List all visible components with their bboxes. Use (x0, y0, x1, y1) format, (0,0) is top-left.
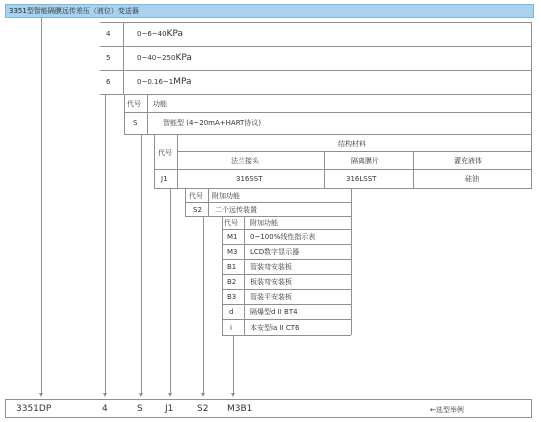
example-range: 4 (102, 404, 108, 414)
options-header: 附加功能 (250, 219, 278, 227)
range-top-border (100, 22, 532, 23)
arrow-down-icon (139, 393, 143, 397)
options-divider (222, 319, 351, 320)
structure-group-divider (177, 151, 532, 152)
option-code: B1 (227, 263, 237, 271)
options-divider (222, 304, 351, 305)
option-code: d (229, 308, 234, 316)
options-divider (222, 289, 351, 290)
option-desc: 管装平安装板 (250, 293, 292, 301)
function-header: 功能 (153, 100, 167, 108)
options-code-divider (244, 216, 245, 335)
range-right-border (531, 22, 532, 94)
example-options: M3B1 (227, 404, 253, 414)
addon-bottom-border (185, 216, 351, 217)
arrow-down-icon (231, 393, 235, 397)
structure-bottom-border (154, 188, 532, 189)
structure-code-divider (177, 134, 178, 188)
options-code-header: 代号 (224, 219, 238, 227)
options-divider (222, 274, 351, 275)
option-desc: 隔爆型d II BT4 (250, 308, 298, 316)
structure-header-divider (154, 169, 532, 170)
options-header-divider (222, 229, 351, 230)
option-desc: 0~100%线性指示表 (250, 233, 316, 241)
range-code: 4 (106, 30, 111, 38)
function-right-border (531, 94, 532, 134)
structure-flange-value: 316SST (236, 175, 263, 183)
option-code: B2 (227, 278, 237, 286)
addon-left-border (185, 188, 186, 216)
range-code-divider (123, 22, 124, 94)
structure-fill-value: 硅油 (465, 175, 479, 183)
structure-right-border (531, 134, 532, 188)
structure-code: J1 (161, 175, 168, 183)
range-value: 0~40~250KPa (137, 53, 192, 63)
structure-col-diaphragm: 隔离膜片 (351, 157, 379, 165)
option-code: M3 (227, 248, 238, 256)
structure-code-header: 代号 (158, 149, 172, 157)
range-value: 0~0.16~1MPa (137, 77, 192, 87)
options-divider (222, 244, 351, 245)
option-code: M1 (227, 233, 238, 241)
arrow-down-icon (201, 393, 205, 397)
arrow-down-icon (168, 393, 172, 397)
example-model: 3351DP (16, 404, 52, 414)
addon-code-header: 代号 (189, 192, 203, 200)
leader-line-addon (203, 216, 204, 395)
structure-group-header: 结构材料 (338, 140, 366, 148)
selection-example (5, 399, 532, 418)
product-title: 3351型智能隔膜远传差压（液位）变送器 (9, 7, 139, 15)
options-left-border (222, 216, 223, 335)
structure-left-border (154, 134, 155, 188)
example-function: S (137, 404, 143, 414)
options-bottom-border (222, 335, 351, 336)
leader-line-function (141, 134, 142, 395)
function-code-header: 代号 (127, 100, 141, 108)
option-code: B3 (227, 293, 237, 301)
structure-col-flange: 法兰接头 (231, 157, 259, 165)
leader-line-range (105, 94, 106, 395)
structure-col-divider-2 (413, 151, 414, 188)
function-left-border (124, 94, 125, 134)
arrow-down-icon (103, 393, 107, 397)
example-note: ←选型举例 (430, 406, 464, 414)
structure-diaphragm-value: 316LSST (346, 175, 377, 183)
addon-header: 附加功能 (212, 192, 240, 200)
range-value: 0~6~40KPa (137, 29, 183, 39)
option-desc: LCD数字显示器 (250, 248, 300, 256)
function-bottom-border (124, 134, 532, 135)
range-code: 5 (106, 54, 111, 62)
option-desc: 本安型ia II CT6 (250, 324, 300, 332)
leader-line-model (41, 17, 42, 395)
example-structure: J1 (165, 404, 174, 414)
addon-code: S2 (193, 206, 202, 214)
option-desc: 板装弯安装板 (250, 278, 292, 286)
arrow-down-icon (39, 393, 43, 397)
example-addon: S2 (197, 404, 209, 414)
structure-col-divider-1 (324, 151, 325, 188)
function-desc: 智能型 (4~20mA+HART协议) (163, 119, 262, 127)
leader-line-structure (170, 188, 171, 395)
range-bottom-border (100, 94, 532, 95)
leader-line-options (233, 335, 234, 395)
function-code-divider (147, 94, 148, 134)
function-code: S (133, 119, 138, 127)
range-divider-2 (100, 70, 532, 71)
title-bar (5, 4, 534, 18)
options-right-border (351, 188, 352, 335)
function-header-divider (124, 112, 532, 113)
structure-col-fill-fluid: 灌充液体 (454, 157, 482, 165)
options-divider (222, 259, 351, 260)
addon-desc: 二个远传装置 (215, 206, 257, 214)
range-divider-1 (100, 46, 532, 47)
addon-header-divider (185, 202, 351, 203)
option-code: i (230, 324, 232, 332)
option-desc: 管装弯安装板 (250, 263, 292, 271)
addon-code-divider (208, 188, 209, 216)
range-code: 6 (106, 78, 111, 86)
